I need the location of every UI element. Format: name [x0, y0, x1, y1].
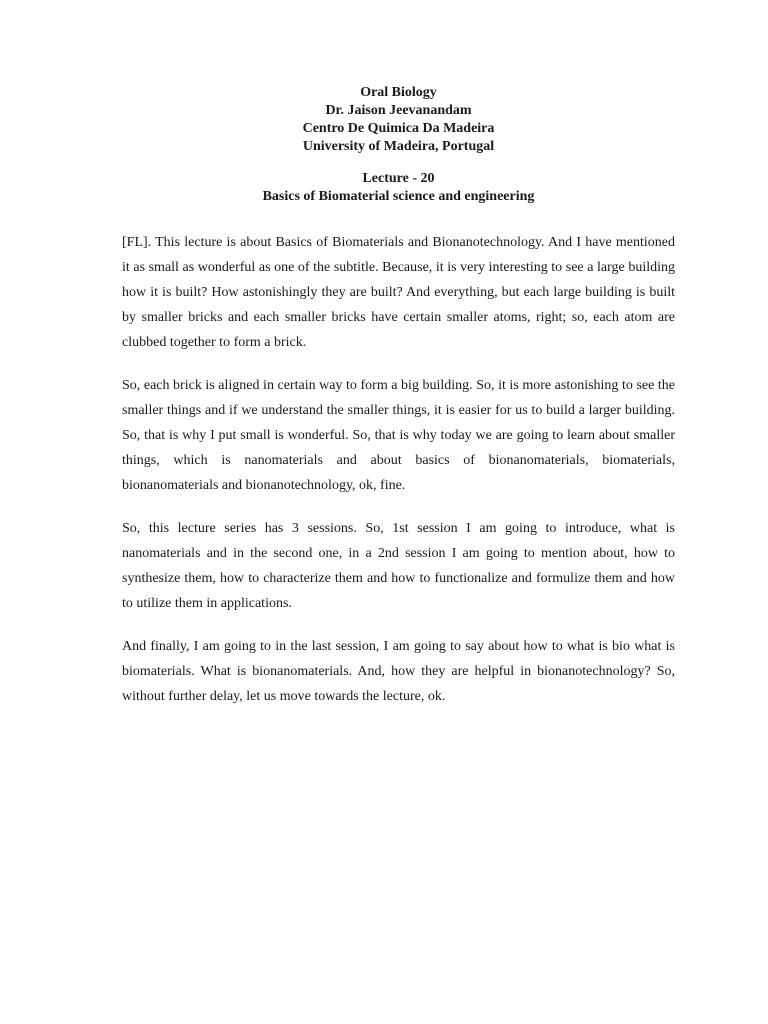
lecture-title: Basics of Biomaterial science and engineering	[262, 189, 535, 204]
instructor-name: Dr. Jaison Jeevanandam	[325, 103, 472, 118]
institution-name: Centro De Quimica Da Madeira	[302, 121, 495, 136]
lecture-body	[122, 230, 675, 709]
university-name: University of Madeira, Portugal	[302, 139, 495, 154]
course-title: Oral Biology	[360, 85, 437, 100]
paragraph-1: [FL]. This lecture is about Basics of Biomaterials and Bionanotechnology. And I have mentioned it as small as wonderful as one of the subtitle. Because, it is very interesting to see a large building how it is built? How astonishingly they are built? And everything, but each large building is built by smaller bricks and each smaller bricks have certain smaller atoms, right; so, each atom are clubbed together to form a brick.	[122, 235, 675, 350]
lecture-heading	[122, 170, 675, 206]
paragraph-3: So, this lecture series has 3 sessions. So, 1st session I am going to introduce, what is nanomaterials and in the second one, in a 2nd session I am going to mention about, how to synthesize them, how to characterize them and how to functionalize and formulize them and how to utilize them in applications.	[122, 521, 675, 611]
paragraph-2: So, each brick is aligned in certain way to form a big building. So, it is more astonishing to see the smaller things and if we understand the smaller things, it is easier for us to build a larger building. So, that is why I put small is wonderful. So, that is why today we are going to learn about smaller things, which is nanomaterials and about basics of bionanomaterials, biomaterials, bionanomaterials and bionanotechnology, ok, fine.	[122, 378, 675, 493]
document-header	[122, 84, 675, 156]
lecture-number: Lecture - 20	[362, 171, 435, 186]
document-page	[122, 84, 675, 727]
paragraph-4: And finally, I am going to in the last session, I am going to say about how to what is bio what is biomaterials. What is bionanomaterials. And, how they are helpful in bionanotechnology? So, without further delay, let us move towards the lecture, ok.	[122, 639, 675, 704]
